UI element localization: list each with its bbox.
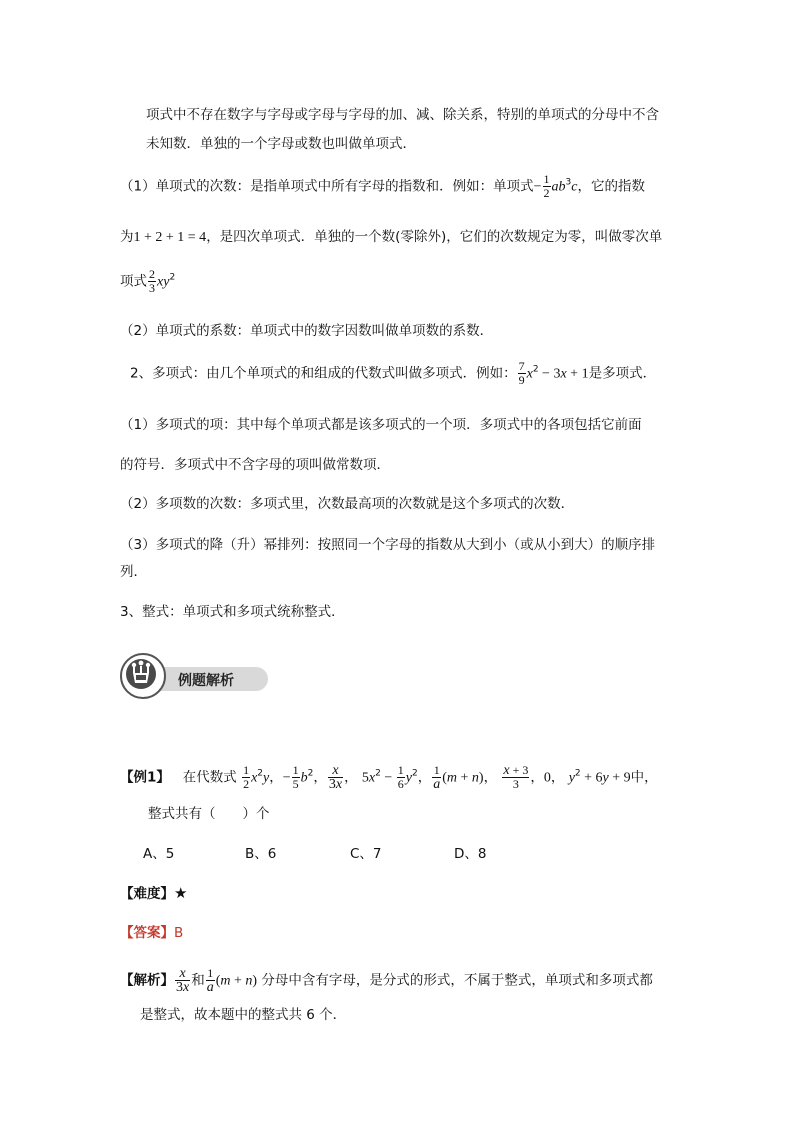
section-badge <box>120 653 270 703</box>
analysis-text-1: 分母中含有字母，是分式的形式，不属于整式，单项式和多项式都 <box>261 972 653 989</box>
analysis-and: 和 <box>191 972 205 989</box>
analysis-line: 【解析】 $\frac{x}{3x}$ 和 $\frac{1}{a}$ (m + n) 分母中含有字母，是分式的形式，不属于整式，单项式和多项式都 <box>120 966 653 995</box>
polynomial-def-suffix: 是多项式． <box>588 365 657 382</box>
example-end: 中， <box>630 769 658 786</box>
example-line: 【例1】 在代数式 $\frac{1}{2}$ $x^2y$，− $\frac{1}{5}$ $b^2$， $\frac{x}{3x}$ ， $5x^2$ − $\frac{1}{6}$ $y^2$， $\frac{1}{a}$ (m + n)， $\frac{x + 3}{3}$ ，0， $y^2 + 6y + 9$中， <box>120 763 658 792</box>
answer-label: 【答案】 <box>120 925 174 941</box>
example-intro: 在代数式 <box>182 769 237 786</box>
star-icon: ★ <box>174 884 188 902</box>
crown-icon <box>126 659 156 689</box>
poly-term-line-2: 的符号．多项式中不含字母的项叫做常数项． <box>120 457 390 473</box>
example-question: 整式共有（ ）个 <box>148 806 270 822</box>
option-b[interactable]: B、6 <box>245 846 277 862</box>
zero-degree-text: 项式 <box>120 273 147 290</box>
option-d[interactable]: D、8 <box>454 846 487 862</box>
polynomial-def-line: 2、多项式：由几个单项式的和组成的代数式叫做多项式．例如： $\frac{7}{9}$ $x^2 - 3x + 1$是多项式． <box>130 359 657 387</box>
degree-example-line <box>120 227 662 248</box>
example-label: 【例1】 <box>120 769 170 786</box>
section-title: 例题解析 <box>178 673 234 689</box>
degree-sum-expr: 1 + 2 + 1 = 4 <box>133 230 207 245</box>
monomial-degree-text: （1）单项式的次数：是指单项式中所有字母的指数和．例如：单项式 <box>120 178 534 195</box>
polynomial-def-text: 2、多项式：由几个单项式的和组成的代数式叫做多项式．例如： <box>130 365 517 382</box>
intro-line-1: 项式中不存在数字与字母或字母与字母的加、减、除关系，特别的单项式的分母中不含 <box>146 107 659 123</box>
option-c[interactable]: C、7 <box>350 846 382 862</box>
monomial-degree-suffix: ，它的指数 <box>577 178 645 195</box>
whole-expression-line: 3、整式：单项式和多项式统称整式． <box>120 604 345 620</box>
fraction-two-thirds: $\frac{2}{3}$ <box>149 267 155 295</box>
poly-term-line-1: （1）多项式的项：其中每个单项式都是该多项式的一个项．多项式中的各项包括它前面 <box>120 417 642 433</box>
poly-degree-line: （2）多项数的次数：多项式里，次数最高项的次数就是这个多项式的次数． <box>120 496 575 512</box>
zero-degree-line: 项式 $\frac{2}{3}$ $xy^2$ <box>120 267 176 295</box>
difficulty-label: 【难度】 <box>120 886 174 902</box>
fraction-half: $\frac{1}{2}$ <box>543 172 550 200</box>
monomial-degree-line: （1）单项式的次数：是指单项式中所有字母的指数和．例如：单项式− $\frac{1}{2}$ $ab^3c$，它的指数 <box>120 172 645 200</box>
answer-value: B <box>174 925 184 941</box>
poly-order-line-2: 列． <box>120 564 147 580</box>
analysis-line-2: 是整式，故本题中的整式共 6 个． <box>140 1007 347 1023</box>
option-a[interactable]: A、5 <box>143 846 175 862</box>
difficulty-line <box>120 883 187 904</box>
fraction-seven-ninths: $\frac{7}{9}$ <box>518 359 525 387</box>
intro-line-2: 未知数．单独的一个字母或数也叫做单项式． <box>146 136 416 152</box>
degree-example-prefix: 为 <box>120 229 134 245</box>
answer-line <box>120 923 183 943</box>
coefficient-line: （2）单项式的系数：单项式中的数字因数叫做单项数的系数． <box>120 323 494 339</box>
analysis-label: 【解析】 <box>120 972 174 989</box>
degree-example-text: ，是四次单项式．单独的一个数(零除外)，它们的次数规定为零，叫做零次单 <box>206 229 663 245</box>
poly-order-line-1: （3）多项式的降（升）幂排列：按照同一个字母的指数从大到小（或从小到大）的顺序排 <box>120 537 656 553</box>
